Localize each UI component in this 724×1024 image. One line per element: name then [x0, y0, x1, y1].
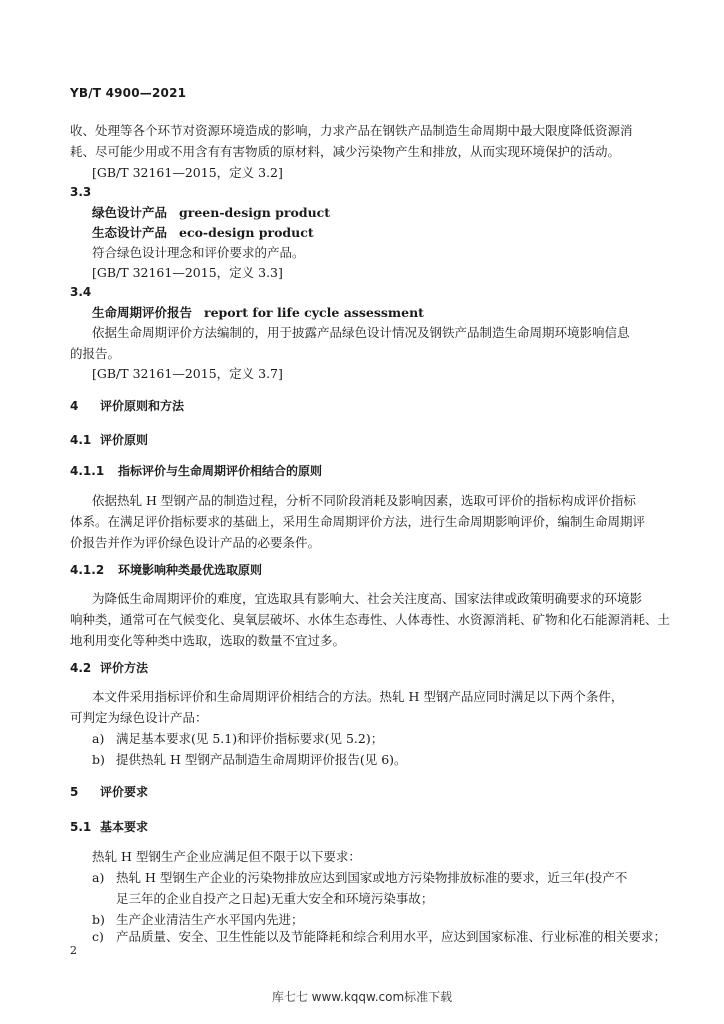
- clause-number: 3.3: [70, 185, 92, 199]
- term-english: eco-design product: [179, 225, 314, 240]
- paragraph-line: 为降低生命周期评价的难度，宜选取具有影响大、社会关注度高、国家法律或政策明确要求的环境影: [92, 591, 643, 606]
- paragraph-line: 收、处理等各个环节对资源环境造成的影响，力求产品在钢铁产品制造生命周期中最大限度降低资源消: [70, 123, 633, 138]
- list-text: 产品质量、安全、卫生性能以及节能降耗和综合利用水平，应达到国家标准、行业标准的相关要求；: [116, 929, 667, 944]
- section-title: 评价要求: [100, 785, 149, 799]
- term-chinese: 生态设计产品: [92, 225, 168, 240]
- section-heading: [70, 462, 322, 479]
- paragraph-line: 响种类，通常可在气候变化、臭氧层破坏、水体生态毒性、人体毒性、水资源消耗、矿物和化石能源消耗、土: [70, 612, 671, 627]
- section-number: 4.1.2: [70, 563, 105, 577]
- page-number: 2: [70, 944, 77, 957]
- reference-note: [GB/T 32161—2015，定义 3.2]: [92, 165, 283, 180]
- paragraph-line: 可判定为绿色设计产品：: [70, 710, 208, 725]
- section-title: 基本要求: [100, 820, 149, 834]
- section-title: 评价方法: [100, 661, 149, 675]
- list-text: 满足基本要求(见 5.1)和评价指标要求(见 5.2)；: [116, 731, 384, 746]
- list-item: [92, 867, 627, 888]
- list-text-continuation: 足三年的企业自投产之日起)无重大安全和环境污染事故；: [116, 891, 434, 906]
- section-number: 4.1: [70, 433, 92, 447]
- list-marker: c): [92, 929, 104, 944]
- section-number: 5.1: [70, 820, 92, 834]
- reference-note: [GB/T 32161—2015，定义 3.7]: [92, 366, 283, 381]
- list-marker: b): [92, 912, 105, 927]
- section-title: 环境影响种类最优选取原则: [118, 563, 263, 577]
- list-marker: a): [92, 731, 105, 746]
- clause-number: 3.4: [70, 285, 92, 299]
- paragraph-line: 本文件采用指标评价和生命周期评价相结合的方法。热轧 H 型钢产品应同时满足以下两个条件，: [92, 689, 624, 704]
- section-number: 4.2: [70, 661, 92, 675]
- section-number: 5: [70, 785, 79, 799]
- list-text: 生产企业清洁生产水平国内先进；: [116, 912, 304, 927]
- list-marker: b): [92, 752, 105, 767]
- paragraph-line: 地利用变化等种类中选取，选取的数量不宜过多。: [70, 633, 346, 648]
- paragraph-line: 体系。在满足评价指标要求的基础上，采用生命周期评价方法，进行生命周期影响评价，编制生命周期评: [70, 514, 646, 529]
- paragraph-line: 价报告并作为评价绿色设计产品的必要条件。: [70, 535, 321, 550]
- term-definition: 依据生命周期评价方法编制的，用于披露产品绿色设计情况及钢铁产品制造生命周期环境影响信息: [92, 325, 630, 340]
- section-heading: [70, 397, 184, 414]
- section-title: 指标评价与生命周期评价相结合的原则: [118, 464, 323, 478]
- term-english: report for life cycle assessment: [204, 305, 424, 320]
- term-entry: [92, 222, 314, 243]
- paragraph-line: 热轧 H 型钢生产企业应满足但不限于以下要求：: [92, 849, 361, 864]
- term-definition: 符合绿色设计理念和评价要求的产品。: [92, 245, 305, 260]
- term-entry: [92, 202, 330, 223]
- list-item: [92, 926, 666, 947]
- paragraph-line: 依据热轧 H 型钢产品的制造过程，分析不同阶段消耗及影响因素，选取可评价的指标构成评价指标: [92, 493, 636, 508]
- list-item: [92, 728, 383, 749]
- term-english: green-design product: [179, 205, 331, 220]
- section-number: 4.1.1: [70, 464, 105, 478]
- section-title: 评价原则和方法: [100, 399, 185, 413]
- list-item: [92, 749, 407, 770]
- section-heading: [70, 431, 148, 448]
- section-number: 4: [70, 399, 79, 413]
- paragraph-line: 耗、尽可能少用或不用含有有害物质的原材料，减少污染物产生和排放，从而实现环境保护的活动。: [70, 144, 621, 159]
- list-marker: a): [92, 870, 105, 885]
- reference-note: [GB/T 32161—2015，定义 3.3]: [92, 265, 283, 280]
- term-entry: [92, 302, 424, 323]
- section-heading: [70, 783, 148, 800]
- term-chinese: 绿色设计产品: [92, 205, 168, 220]
- term-chinese: 生命周期评价报告: [92, 305, 193, 320]
- footer-watermark: 库七七 www.kqqw.com标准下载: [271, 990, 453, 1004]
- list-text: 热轧 H 型钢生产企业的污染物排放应达到国家或地方污染物排放标准的要求，近三年(投产不: [116, 870, 628, 885]
- standard-code: YB/T 4900—2021: [70, 86, 187, 100]
- section-heading: [70, 659, 148, 676]
- section-title: 评价原则: [100, 433, 149, 447]
- list-text: 提供热轧 H 型钢产品制造生命周期评价报告(见 6)。: [116, 752, 407, 767]
- section-heading: [70, 818, 148, 835]
- section-heading: [70, 561, 262, 578]
- term-definition: 的报告。: [70, 346, 121, 361]
